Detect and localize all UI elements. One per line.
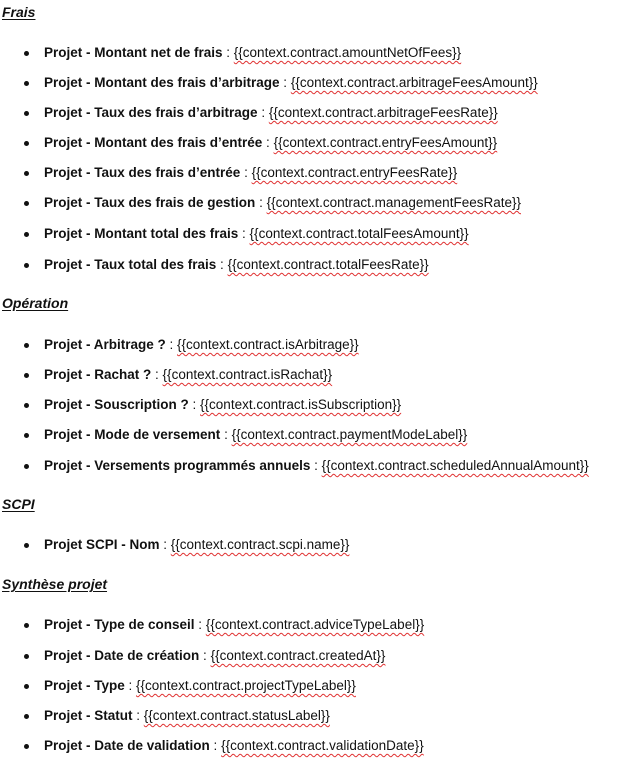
bullet-icon [24, 81, 29, 86]
field-label: Projet - Taux total des frais [44, 257, 217, 272]
bullet-icon [24, 51, 29, 56]
bullet-icon [24, 464, 29, 469]
template-variable: {{context.contract.adviceTypeLabel}} [205, 617, 425, 632]
template-variable: {{context.contract.isSubscription}} [200, 397, 402, 412]
separator: : [238, 226, 250, 241]
template-variable: {{context.contract.statusLabel}} [143, 708, 330, 723]
bullet-icon [24, 684, 29, 689]
template-variable: {{context.contract.isRachat}} [162, 367, 333, 382]
section-title-frais: Frais [2, 4, 36, 20]
template-variable: {{context.contract.managementFeesRate}} [266, 195, 521, 210]
bullet-icon [24, 433, 29, 438]
separator: : [240, 165, 252, 180]
separator: : [124, 678, 137, 693]
template-variable: {{context.contract.arbitrageFeesAmount}} [290, 75, 538, 90]
separator: : [159, 537, 171, 552]
separator: : [188, 397, 201, 412]
field-label: Projet - Arbitrage ? [44, 337, 166, 352]
field-label: Projet - Taux des frais d’arbitrage [44, 105, 258, 120]
bullet-icon [24, 201, 29, 206]
template-variable: {{context.contract.projectTypeLabel}} [136, 678, 356, 693]
section-title-synthese-projet: Synthèse projet [2, 576, 108, 592]
field-label: Projet SCPI - Nom [44, 537, 160, 552]
bullet-icon [24, 141, 29, 146]
separator: : [209, 738, 222, 753]
bullet-icon [24, 373, 29, 378]
field-label: Projet - Montant des frais d’entrée [44, 135, 263, 150]
template-variable: {{context.contract.paymentModeLabel}} [231, 427, 468, 442]
separator: : [255, 195, 267, 210]
section-title-scpi: SCPI [2, 496, 35, 512]
template-variable: {{context.contract.isArbitrage}} [177, 337, 359, 352]
separator: : [216, 257, 228, 272]
template-variable: {{context.contract.totalFeesAmount}} [249, 226, 469, 241]
bullet-icon [24, 714, 29, 719]
field-label: Projet - Taux des frais d’entrée [44, 165, 241, 180]
separator: : [199, 648, 211, 663]
bullet-icon [24, 263, 29, 268]
template-variable: {{context.contract.amountNetOfFees}} [233, 45, 462, 60]
template-variable: {{context.contract.entryFeesRate}} [251, 165, 458, 180]
template-variable: {{context.contract.scpi.name}} [170, 537, 350, 552]
field-label: Projet - Date de validation [44, 738, 210, 753]
field-label: Projet - Rachat ? [44, 367, 152, 382]
bullet-icon [24, 343, 29, 348]
separator: : [151, 367, 163, 382]
bullet-icon [24, 654, 29, 659]
separator: : [132, 708, 144, 723]
template-variable: {{context.contract.arbitrageFeesRate}} [268, 105, 498, 120]
bullet-icon [24, 403, 29, 408]
field-label: Projet - Montant net de frais [44, 45, 223, 60]
template-variable: {{context.contract.totalFeesRate}} [227, 257, 429, 272]
field-label: Projet - Souscription ? [44, 397, 189, 412]
separator: : [220, 427, 232, 442]
bullet-icon [24, 232, 29, 237]
bullet-icon [24, 171, 29, 176]
bullet-icon [24, 623, 29, 628]
field-label: Projet - Statut [44, 708, 133, 723]
separator: : [310, 458, 322, 473]
separator: : [257, 105, 269, 120]
separator: : [165, 337, 178, 352]
separator: : [262, 135, 274, 150]
field-label: Projet - Montant des frais d’arbitrage [44, 75, 280, 90]
bullet-icon [24, 543, 29, 548]
section-title-operation: Opération [2, 295, 69, 311]
field-label: Projet - Taux des frais de gestion [44, 195, 256, 210]
template-variable: {{context.contract.validationDate}} [221, 738, 424, 753]
field-label: Projet - Montant total des frais [44, 226, 239, 241]
separator: : [222, 45, 234, 60]
field-label: Projet - Type de conseil [44, 617, 195, 632]
field-label: Projet - Date de création [44, 648, 200, 663]
template-variable: {{context.contract.scheduledAnnualAmount}} [321, 458, 589, 473]
separator: : [194, 617, 206, 632]
bullet-icon [24, 111, 29, 116]
template-variable: {{context.contract.createdAt}} [210, 648, 386, 663]
separator: : [279, 75, 291, 90]
field-label: Projet - Versements programmés annuels [44, 458, 311, 473]
template-variable: {{context.contract.entryFeesAmount}} [273, 135, 498, 150]
field-label: Projet - Type [44, 678, 125, 693]
field-label: Projet - Mode de versement [44, 427, 221, 442]
bullet-icon [24, 744, 29, 749]
